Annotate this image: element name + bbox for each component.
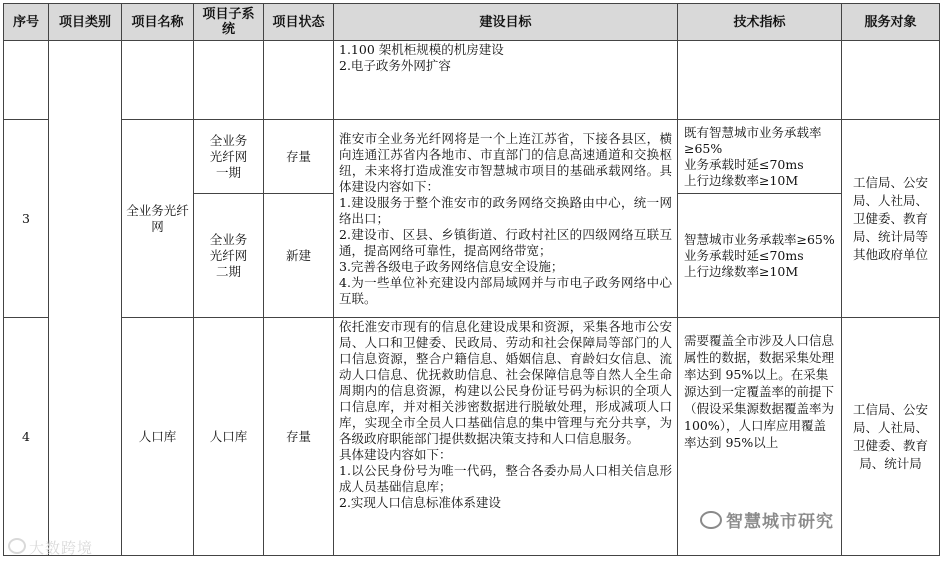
cell-prev-goal (334, 41, 678, 120)
header-no: 序号 (4, 4, 49, 41)
row3-sub1-label: 全业务光纤网一期 (209, 132, 248, 180)
cell-prev-no (4, 41, 49, 120)
cell-row3-status1: 存量 (264, 120, 334, 194)
cell-row4-service: 工信局、公安局、人社局、卫健委、教育局、统计局 (842, 318, 940, 556)
cell-category-merged (49, 41, 122, 556)
header-tech: 技术指标 (678, 4, 842, 41)
weibo-icon (8, 538, 26, 554)
cell-row3-sub2 (194, 194, 264, 318)
cell-row3-goal (334, 120, 678, 318)
header-service: 服务对象 (842, 4, 940, 41)
header-status: 项目状态 (264, 4, 334, 41)
row3-name-label: 全业务光纤网 (126, 202, 189, 234)
goal-line: 2.建设市、区县、乡镇街道、行政村社区的四级网络互联互通，提高网络可靠性，提高网络带宽； (339, 226, 672, 258)
header-row (4, 4, 940, 41)
watermark-right (700, 507, 834, 532)
watermark-right-text: 智慧城市研究 (726, 512, 834, 532)
goal-line: 2.电子政务外网扩容 (339, 58, 451, 73)
tech-line: 上行边缘数率≥10M (684, 263, 799, 279)
tech-line: 智慧城市业务承载率≥65% (684, 231, 835, 247)
header-goal: 建设目标 (334, 4, 678, 41)
cell-row3-sub1 (194, 120, 264, 194)
tech-line: 业务承载时延≤70ms (684, 156, 804, 172)
goal-line: 2.实现人口信息标准体系建设 (339, 495, 501, 510)
cell-row3-no: 3 (4, 120, 49, 318)
cell-prev-name (122, 41, 194, 120)
tech-line: 既有智慧城市业务承载率≥65% (684, 124, 822, 156)
cell-prev-status (264, 41, 334, 120)
header-category: 项目类别 (49, 4, 122, 41)
tech-line: 业务承载时延≤70ms (684, 247, 804, 263)
cell-row3-tech1 (678, 120, 842, 194)
goal-line: 1.以公民身份号为唯一代码，整合各委办局人口相关信息形成人员基础信息库； (339, 463, 672, 494)
cell-row4-name: 人口库 (122, 318, 194, 556)
cell-row4-sub: 人口库 (194, 318, 264, 556)
goal-line: 1.建设服务于整个淮安市的政务网络交换路由中心，统一网络出口； (339, 194, 672, 226)
goal-line: 3.完善各级电子政务网络信息安全设施； (339, 258, 564, 274)
goal-line: 具体建设内容如下： (339, 447, 452, 462)
watermark-left-text: 大数跨境 (29, 539, 94, 557)
goal-line: 4.为一些单位补充建设内部局域网并与市电子政务网络中心互联。 (339, 274, 672, 306)
project-table (3, 3, 940, 556)
header-name: 项目名称 (122, 4, 194, 41)
table-row-prev (4, 41, 940, 120)
goal-line: 依托淮安市现有的信息化建设成果和资源，采集各地市公安局、人口和卫健委、民政局、劳动和社会保障局等部门的人口信息资源，整合户籍信息、婚姻信息、育龄妇女信息、流动人口信息、优抚救助信息、社会保障信息等自然人全生命周期内的信息资源，构建以公民身份证号码为标识的全项人口信息库，并对相关涉密数据进行脱敏处理，形成减项人口库，实现全市全员人口基础信息的集中管理与充分共享，为各级政府职能部门提供数据决策支持和人口信息服务。 (339, 319, 672, 446)
row3-sub2-label: 全业务光纤网二期 (209, 231, 248, 279)
cell-row4-tech: 需要覆盖全市涉及人口信息属性的数据，数据采集处理率达到 95%以上。在采集源达到一定覆盖率的前提下（假设采集源数据覆盖率为 100%），人口库应用覆盖率达到 95%以上 (678, 318, 842, 556)
cell-row3-tech2 (678, 194, 842, 318)
cell-row4-goal (334, 318, 678, 556)
cell-prev-tech (678, 41, 842, 120)
goal-line: 淮安市全业务光纤网将是一个上连江苏省，下接各县区，横向连通江苏省内各地市、市直部门的信息高速通道和交换枢纽，未来将打造成淮安市智慧城市项目的基础承载网络。具体建设内容如下： (339, 130, 672, 194)
cell-prev-sub (194, 41, 264, 120)
cell-row3-name (122, 120, 194, 318)
table-row-3a (4, 120, 940, 194)
cell-row3-status2: 新建 (264, 194, 334, 318)
header-subsystem (194, 4, 264, 41)
cell-row4-no: 4 (4, 318, 49, 556)
watermark-left (8, 537, 93, 558)
cell-row4-status: 存量 (264, 318, 334, 556)
cell-prev-service (842, 41, 940, 120)
wechat-icon (700, 511, 722, 529)
goal-line: 1.100 架机柜规模的机房建设 (339, 42, 504, 57)
cell-row3-service: 工信局、公安局、人社局、卫健委、教育局、统计局等其他政府单位 (842, 120, 940, 318)
tech-line: 上行边缘数率≥10M (684, 172, 799, 188)
header-subsystem-label: 项目子系统 (202, 7, 255, 37)
